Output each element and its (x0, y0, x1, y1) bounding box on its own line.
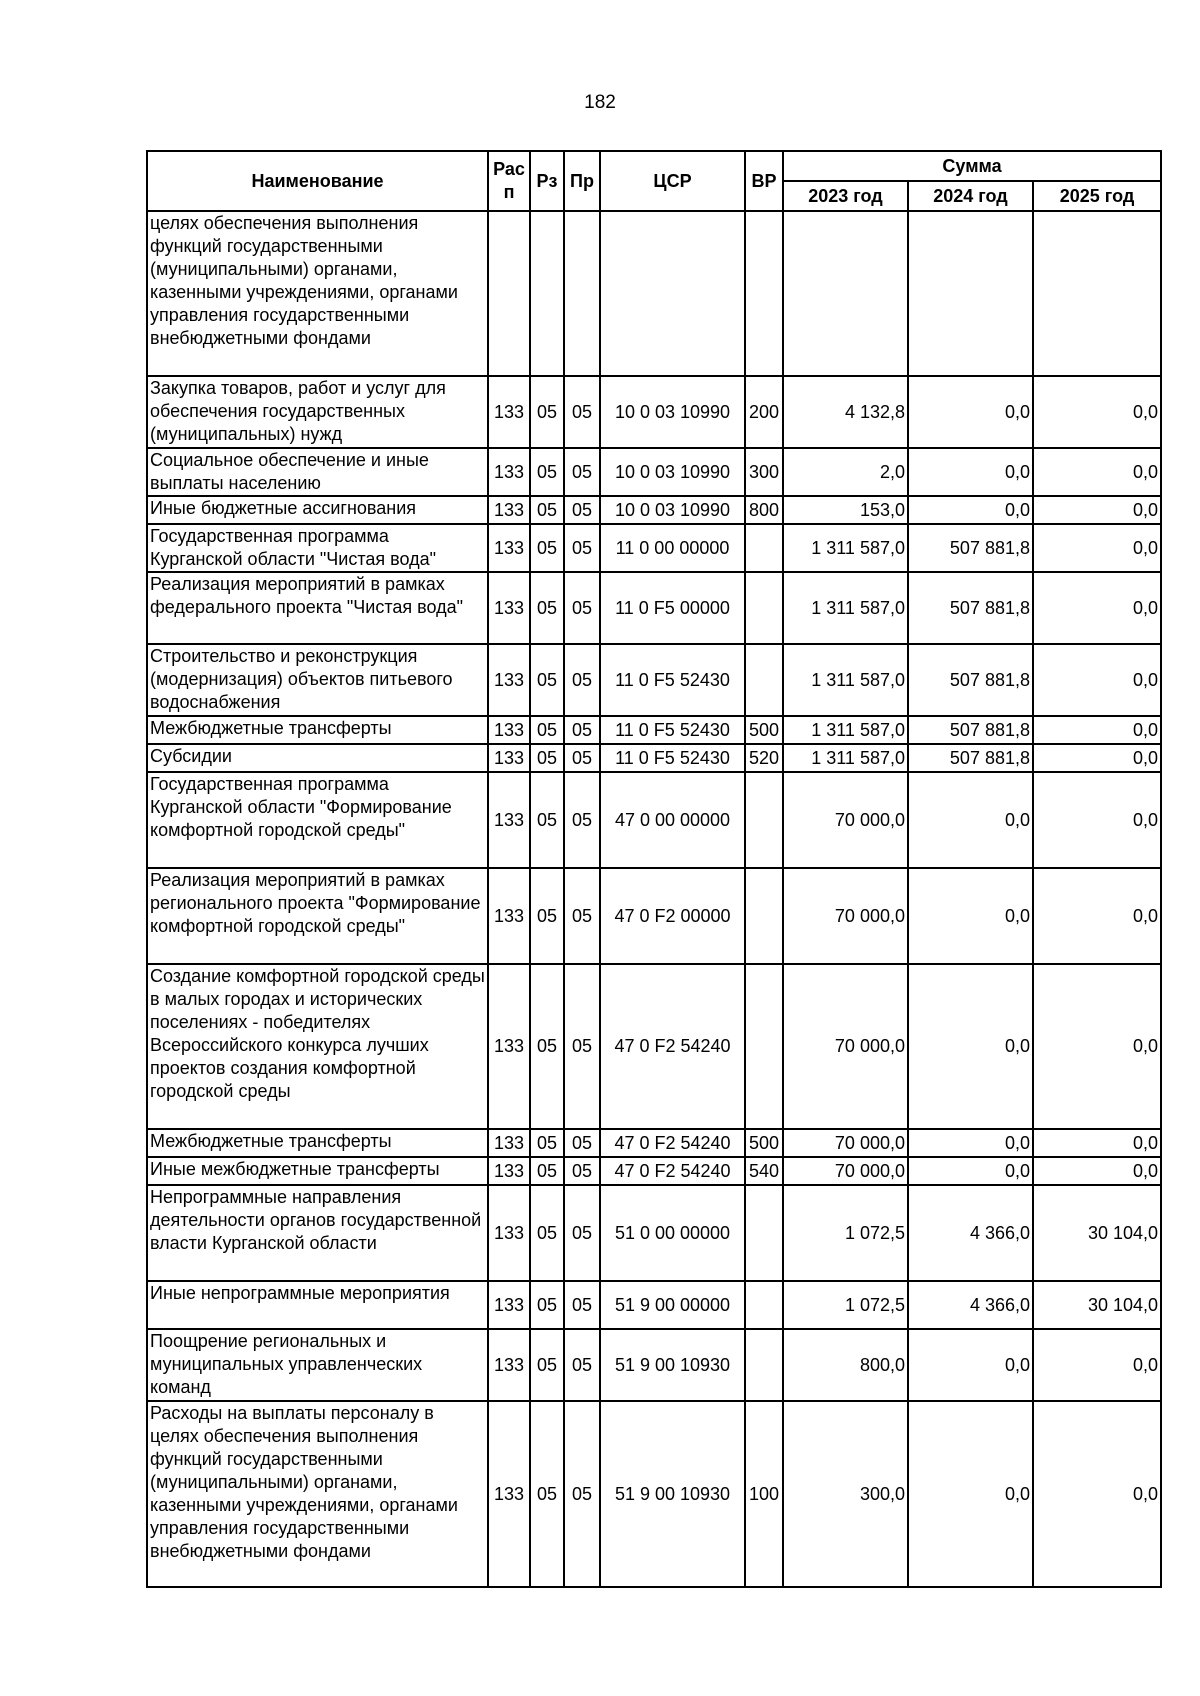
cell-sum-2025: 0,0 (1033, 1129, 1161, 1157)
cell-rz: 05 (530, 964, 564, 1129)
table-row (147, 1401, 1161, 1587)
cell-sum-2025: 0,0 (1033, 448, 1161, 496)
cell-rasp: 133 (488, 1157, 530, 1185)
cell-csr: 11 0 F5 52430 (600, 716, 745, 744)
cell-name: Строительство и реконструкция (модернизация) объектов питьевого водоснабжения (147, 644, 488, 716)
cell-rasp: 133 (488, 1329, 530, 1401)
cell-rz: 05 (530, 772, 564, 868)
cell-name: Закупка товаров, работ и услуг для обеспечения государственных (муниципальных) нужд (147, 376, 488, 448)
cell-sum-2023: 1 311 587,0 (783, 716, 908, 744)
cell-rasp (488, 211, 530, 376)
cell-rasp: 133 (488, 868, 530, 964)
cell-sum-2025: 0,0 (1033, 964, 1161, 1129)
cell-rz: 05 (530, 1329, 564, 1401)
table-row (147, 868, 1161, 964)
cell-name: целях обеспечения выполнения функций государственными (муниципальными) органами, казенными учреждениями, органами управления государственными внебюджетными фондами (147, 211, 488, 376)
cell-sum-2023: 153,0 (783, 496, 908, 524)
cell-rasp: 133 (488, 744, 530, 772)
cell-rasp: 133 (488, 496, 530, 524)
cell-vr: 500 (745, 716, 783, 744)
table-row (147, 572, 1161, 644)
cell-pr: 05 (564, 772, 600, 868)
cell-vr (745, 1281, 783, 1329)
cell-csr: 11 0 F5 52430 (600, 744, 745, 772)
cell-rz: 05 (530, 644, 564, 716)
header-name: Наименование (147, 151, 488, 211)
cell-rasp: 133 (488, 1129, 530, 1157)
cell-rz: 05 (530, 744, 564, 772)
cell-sum-2024: 0,0 (908, 1157, 1033, 1185)
cell-sum-2023: 1 311 587,0 (783, 744, 908, 772)
cell-name: Иные непрограммные мероприятия (147, 1281, 488, 1329)
header-rasp: Рас п (488, 151, 530, 211)
cell-rasp: 133 (488, 964, 530, 1129)
cell-rz: 05 (530, 716, 564, 744)
cell-pr: 05 (564, 1129, 600, 1157)
header-2024: 2024 год (908, 181, 1033, 211)
cell-rasp: 133 (488, 572, 530, 644)
cell-rz: 05 (530, 524, 564, 572)
cell-name: Реализация мероприятий в рамках регионального проекта "Формирование комфортной городской среды" (147, 868, 488, 964)
cell-sum-2023: 4 132,8 (783, 376, 908, 448)
cell-sum-2023: 1 311 587,0 (783, 644, 908, 716)
cell-sum-2025: 0,0 (1033, 716, 1161, 744)
cell-sum-2024: 507 881,8 (908, 524, 1033, 572)
cell-csr: 11 0 F5 00000 (600, 572, 745, 644)
cell-pr: 05 (564, 1157, 600, 1185)
budget-table (146, 150, 1162, 1588)
table-body (147, 211, 1161, 1587)
cell-name: Государственная программа Курганской области "Формирование комфортной городской среды" (147, 772, 488, 868)
table-row (147, 744, 1161, 772)
header-2025: 2025 год (1033, 181, 1161, 211)
cell-rasp: 133 (488, 644, 530, 716)
cell-sum-2025: 0,0 (1033, 1329, 1161, 1401)
table-row (147, 376, 1161, 448)
cell-pr: 05 (564, 524, 600, 572)
cell-sum-2025: 0,0 (1033, 744, 1161, 772)
cell-pr: 05 (564, 496, 600, 524)
cell-vr (745, 1329, 783, 1401)
cell-rz: 05 (530, 448, 564, 496)
cell-sum-2025: 30 104,0 (1033, 1185, 1161, 1281)
cell-sum-2025: 0,0 (1033, 772, 1161, 868)
cell-sum-2024 (908, 211, 1033, 376)
cell-pr: 05 (564, 572, 600, 644)
cell-rz: 05 (530, 376, 564, 448)
cell-sum-2023: 1 072,5 (783, 1185, 908, 1281)
cell-pr: 05 (564, 376, 600, 448)
header-2023: 2023 год (783, 181, 908, 211)
cell-sum-2024: 0,0 (908, 448, 1033, 496)
cell-sum-2024: 0,0 (908, 772, 1033, 868)
cell-pr: 05 (564, 744, 600, 772)
cell-name: Межбюджетные трансферты (147, 716, 488, 744)
table-row (147, 496, 1161, 524)
cell-sum-2023: 70 000,0 (783, 1157, 908, 1185)
cell-rz: 05 (530, 496, 564, 524)
cell-rasp: 133 (488, 1401, 530, 1587)
cell-sum-2024: 4 366,0 (908, 1185, 1033, 1281)
cell-pr: 05 (564, 1401, 600, 1587)
cell-vr (745, 524, 783, 572)
cell-csr: 51 0 00 00000 (600, 1185, 745, 1281)
cell-csr: 47 0 F2 54240 (600, 1129, 745, 1157)
cell-name: Расходы на выплаты персоналу в целях обеспечения выполнения функций государственными (муниципальными) органами, казенными учреждениями, органами управления государственными внебюджетными фондами (147, 1401, 488, 1587)
table-row (147, 1281, 1161, 1329)
cell-rz: 05 (530, 1157, 564, 1185)
table-row (147, 1185, 1161, 1281)
cell-sum-2025: 0,0 (1033, 1157, 1161, 1185)
cell-sum-2023: 70 000,0 (783, 964, 908, 1129)
cell-vr (745, 572, 783, 644)
cell-name: Создание комфортной городской среды в малых городах и исторических поселениях - победителях Всероссийского конкурса лучших проектов создания комфортной городской среды (147, 964, 488, 1129)
table-row (147, 1129, 1161, 1157)
cell-sum-2025 (1033, 211, 1161, 376)
cell-name: Межбюджетные трансферты (147, 1129, 488, 1157)
cell-name: Непрограммные направления деятельности органов государственной власти Курганской области (147, 1185, 488, 1281)
cell-sum-2025: 0,0 (1033, 572, 1161, 644)
cell-csr: 47 0 F2 00000 (600, 868, 745, 964)
header-sum: Сумма (783, 151, 1161, 181)
cell-csr: 10 0 03 10990 (600, 376, 745, 448)
cell-sum-2025: 0,0 (1033, 524, 1161, 572)
cell-pr: 05 (564, 448, 600, 496)
cell-sum-2023: 70 000,0 (783, 1129, 908, 1157)
cell-sum-2023: 1 311 587,0 (783, 572, 908, 644)
header-csr: ЦСР (600, 151, 745, 211)
cell-sum-2024: 4 366,0 (908, 1281, 1033, 1329)
cell-sum-2024: 507 881,8 (908, 716, 1033, 744)
cell-pr: 05 (564, 644, 600, 716)
cell-name: Иные межбюджетные трансферты (147, 1157, 488, 1185)
cell-name: Государственная программа Курганской области "Чистая вода" (147, 524, 488, 572)
cell-name: Реализация мероприятий в рамках федерального проекта "Чистая вода" (147, 572, 488, 644)
cell-csr: 47 0 00 00000 (600, 772, 745, 868)
table-row (147, 716, 1161, 744)
table-row (147, 772, 1161, 868)
table-row (147, 644, 1161, 716)
cell-csr: 10 0 03 10990 (600, 448, 745, 496)
table-row (147, 1157, 1161, 1185)
cell-name: Социальное обеспечение и иные выплаты населению (147, 448, 488, 496)
cell-vr (745, 868, 783, 964)
cell-sum-2024: 0,0 (908, 868, 1033, 964)
cell-name: Поощрение региональных и муниципальных управленческих команд (147, 1329, 488, 1401)
table-row (147, 524, 1161, 572)
cell-rasp: 133 (488, 1281, 530, 1329)
cell-rasp: 133 (488, 1185, 530, 1281)
cell-rz: 05 (530, 572, 564, 644)
cell-vr (745, 964, 783, 1129)
cell-vr: 100 (745, 1401, 783, 1587)
cell-sum-2023: 300,0 (783, 1401, 908, 1587)
table-row (147, 211, 1161, 376)
cell-sum-2023: 70 000,0 (783, 772, 908, 868)
header-pr: Пр (564, 151, 600, 211)
cell-sum-2025: 0,0 (1033, 644, 1161, 716)
cell-rasp: 133 (488, 376, 530, 448)
cell-vr: 200 (745, 376, 783, 448)
cell-vr (745, 772, 783, 868)
cell-rz: 05 (530, 1401, 564, 1587)
cell-sum-2025: 0,0 (1033, 376, 1161, 448)
cell-rz (530, 211, 564, 376)
cell-sum-2024: 507 881,8 (908, 644, 1033, 716)
cell-pr (564, 211, 600, 376)
cell-rz: 05 (530, 868, 564, 964)
cell-sum-2024: 0,0 (908, 376, 1033, 448)
cell-vr: 500 (745, 1129, 783, 1157)
cell-rasp: 133 (488, 772, 530, 868)
cell-pr: 05 (564, 868, 600, 964)
cell-csr: 11 0 F5 52430 (600, 644, 745, 716)
cell-pr: 05 (564, 964, 600, 1129)
cell-sum-2024: 0,0 (908, 1401, 1033, 1587)
cell-sum-2023: 70 000,0 (783, 868, 908, 964)
cell-rasp: 133 (488, 448, 530, 496)
cell-name: Иные бюджетные ассигнования (147, 496, 488, 524)
cell-csr (600, 211, 745, 376)
cell-sum-2025: 30 104,0 (1033, 1281, 1161, 1329)
cell-csr: 47 0 F2 54240 (600, 964, 745, 1129)
cell-csr: 10 0 03 10990 (600, 496, 745, 524)
cell-sum-2025: 0,0 (1033, 868, 1161, 964)
cell-vr: 520 (745, 744, 783, 772)
cell-sum-2024: 0,0 (908, 496, 1033, 524)
cell-csr: 51 9 00 10930 (600, 1329, 745, 1401)
cell-sum-2024: 507 881,8 (908, 744, 1033, 772)
cell-vr: 800 (745, 496, 783, 524)
cell-sum-2023: 1 072,5 (783, 1281, 908, 1329)
header-rz: Рз (530, 151, 564, 211)
cell-sum-2025: 0,0 (1033, 1401, 1161, 1587)
cell-vr (745, 644, 783, 716)
cell-vr: 540 (745, 1157, 783, 1185)
table-row (147, 448, 1161, 496)
cell-vr (745, 211, 783, 376)
table-row (147, 1329, 1161, 1401)
cell-sum-2024: 507 881,8 (908, 572, 1033, 644)
cell-sum-2024: 0,0 (908, 964, 1033, 1129)
table-row (147, 964, 1161, 1129)
cell-csr: 47 0 F2 54240 (600, 1157, 745, 1185)
header-vr: ВР (745, 151, 783, 211)
cell-csr: 51 9 00 00000 (600, 1281, 745, 1329)
cell-sum-2025: 0,0 (1033, 496, 1161, 524)
cell-pr: 05 (564, 1185, 600, 1281)
cell-csr: 51 9 00 10930 (600, 1401, 745, 1587)
cell-rz: 05 (530, 1281, 564, 1329)
cell-vr: 300 (745, 448, 783, 496)
cell-sum-2023: 2,0 (783, 448, 908, 496)
cell-pr: 05 (564, 1329, 600, 1401)
cell-sum-2023 (783, 211, 908, 376)
cell-rasp: 133 (488, 716, 530, 744)
cell-rasp: 133 (488, 524, 530, 572)
cell-sum-2024: 0,0 (908, 1129, 1033, 1157)
page-number: 182 (584, 92, 616, 113)
cell-name: Субсидии (147, 744, 488, 772)
cell-pr: 05 (564, 1281, 600, 1329)
cell-sum-2023: 1 311 587,0 (783, 524, 908, 572)
cell-rz: 05 (530, 1129, 564, 1157)
cell-vr (745, 1185, 783, 1281)
cell-sum-2023: 800,0 (783, 1329, 908, 1401)
cell-sum-2024: 0,0 (908, 1329, 1033, 1401)
cell-rz: 05 (530, 1185, 564, 1281)
cell-csr: 11 0 00 00000 (600, 524, 745, 572)
cell-pr: 05 (564, 716, 600, 744)
